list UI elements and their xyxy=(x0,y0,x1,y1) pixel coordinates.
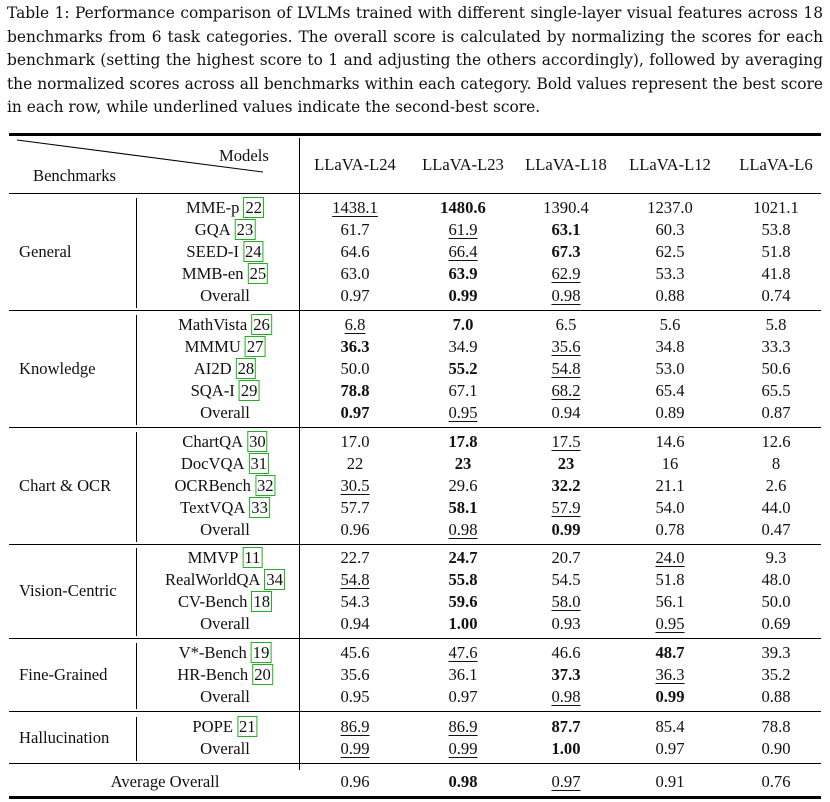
average-cell: 0.97 xyxy=(551,772,581,791)
table-cell: 1438.1 xyxy=(332,198,378,217)
table-cell: 33.3 xyxy=(761,336,791,356)
benchmark-name xyxy=(188,548,263,568)
table-cell: 53.8 xyxy=(761,219,791,239)
table-cell: 0.88 xyxy=(761,686,791,706)
benchmark-name xyxy=(192,717,257,737)
table-cell: 37.3 xyxy=(551,664,581,684)
benchmark-name xyxy=(180,498,270,518)
table-cell: 5.6 xyxy=(659,315,681,334)
benchmarks-header-label: Benchmarks xyxy=(33,166,116,185)
citation-link[interactable]: 11 xyxy=(244,548,261,567)
benchmark-label: MMMU xyxy=(184,336,241,356)
table-cell: 45.6 xyxy=(340,643,370,662)
table-cell: 6.5 xyxy=(555,315,577,334)
table-cell: 50.6 xyxy=(761,358,791,378)
table-cell: 78.8 xyxy=(761,717,791,736)
citation-link[interactable]: 25 xyxy=(249,263,267,283)
benchmark-name xyxy=(179,643,272,663)
benchmark-name xyxy=(182,432,267,452)
table-cell: 0.69 xyxy=(761,613,791,633)
benchmark-label: MME-p xyxy=(185,198,240,217)
table-cell: 14.6 xyxy=(655,432,685,451)
table-cell: 0.95 xyxy=(655,613,685,633)
header-rule xyxy=(9,193,821,194)
table-cell: 62.5 xyxy=(655,241,685,261)
table-cell: 65.4 xyxy=(655,380,685,400)
table-cell: 0.99 xyxy=(340,738,370,758)
table-cell: 23 xyxy=(557,453,575,473)
table-cell: 23 xyxy=(454,453,472,473)
table-cell: 63.1 xyxy=(551,219,581,239)
table-cell: 86.9 xyxy=(448,717,478,736)
benchmark-label: Overall xyxy=(200,402,250,422)
table-cell: 36.1 xyxy=(448,664,478,684)
table-cell: 55.8 xyxy=(448,569,478,589)
benchmark-label: Overall xyxy=(200,285,250,305)
table-cell: 44.0 xyxy=(761,497,791,517)
benchmark-label: CV-Bench xyxy=(177,591,248,611)
table-cell: 29.6 xyxy=(448,475,478,495)
bottom-rule xyxy=(9,796,821,799)
table-cell: 1021.1 xyxy=(753,198,799,217)
table-cell: 64.6 xyxy=(340,241,370,261)
table-cell: 32.2 xyxy=(551,475,581,495)
table-cell: 0.97 xyxy=(340,402,370,422)
benchmark-label: AI2D xyxy=(193,358,232,378)
table-cell: 36.3 xyxy=(340,336,370,356)
table-cell: 63.0 xyxy=(340,263,370,283)
table-cell: 0.99 xyxy=(551,519,581,539)
benchmark-label: DocVQA xyxy=(180,453,245,473)
table-cell: 62.9 xyxy=(551,263,581,283)
table-cell: 61.7 xyxy=(340,219,370,239)
table-cell: 17.8 xyxy=(448,432,478,451)
table-cell: 48.7 xyxy=(655,643,685,662)
column-header-llava-l23: LLaVA-L23 xyxy=(422,155,504,174)
average-cell: 0.76 xyxy=(761,772,791,791)
average-cell: 0.96 xyxy=(340,772,370,791)
table-cell: 0.97 xyxy=(448,686,478,706)
table-cell: 0.99 xyxy=(448,738,478,758)
benchmark-name xyxy=(174,476,275,496)
column-header-llava-l6: LLaVA-L6 xyxy=(739,155,813,174)
citation-link[interactable]: 19 xyxy=(252,643,270,662)
table-cell: 58.0 xyxy=(551,591,581,611)
table-cell: 34.9 xyxy=(448,336,478,356)
table-cell: 54.8 xyxy=(340,569,370,589)
benchmark-name xyxy=(185,337,266,357)
citation-link[interactable]: 28 xyxy=(237,358,255,378)
table-cell: 0.90 xyxy=(761,738,791,758)
table-cell: 0.98 xyxy=(551,686,581,706)
table-cell: 0.98 xyxy=(448,519,478,539)
citation-link[interactable]: 22 xyxy=(245,198,263,217)
table-cell: 55.2 xyxy=(448,358,478,378)
table-cell: 24.7 xyxy=(448,548,478,567)
benchmark-name xyxy=(195,220,256,240)
group-separator xyxy=(9,310,821,311)
table-cell: 67.3 xyxy=(551,241,581,261)
benchmark-label: MMB-en xyxy=(181,263,244,283)
category-rule xyxy=(136,643,137,709)
benchmark-label: POPE xyxy=(192,717,233,736)
table-cell: 6.8 xyxy=(344,315,366,334)
citation-link[interactable]: 24 xyxy=(244,241,262,261)
table-cell: 63.9 xyxy=(448,263,478,283)
table-cell: 60.3 xyxy=(655,219,685,239)
citation-link[interactable]: 34 xyxy=(266,569,284,589)
column-header-llava-l12: LLaVA-L12 xyxy=(629,155,711,174)
category-label: General xyxy=(19,241,72,261)
table-caption: Table 1: Performance comparison of LVLMs trained with different single-layer visual features across 18 benchmarks from 6 task categories. The overall score is calculated by normalizing the scores for each benchmark (setting the highest score to 1 and adjusting the others accordingly), followed by averaging the normalized scores across all benchmarks within each category. Bold values represent the best score in each row, while underlined values indicate the second-best score. xyxy=(7,4,823,117)
table-cell: 0.96 xyxy=(340,519,370,539)
table-cell: 0.89 xyxy=(655,402,685,422)
results-table xyxy=(9,133,821,801)
benchmark-name xyxy=(177,665,273,685)
category-rule xyxy=(136,198,137,308)
table-cell: 0.93 xyxy=(551,613,581,633)
table-cell: 50.0 xyxy=(761,591,791,611)
table-cell: 17.5 xyxy=(551,432,581,451)
table-cell: 57.7 xyxy=(340,497,370,517)
table-cell: 5.8 xyxy=(765,315,787,334)
table-cell: 35.6 xyxy=(340,664,370,684)
benchmark-name xyxy=(186,198,264,218)
table-cell: 66.4 xyxy=(448,241,478,261)
table-cell: 59.6 xyxy=(448,591,478,611)
table-cell: 51.8 xyxy=(761,241,791,261)
table-cell: 61.9 xyxy=(448,219,478,239)
benchmark-label: Overall xyxy=(200,686,250,706)
models-column-rule xyxy=(299,138,300,770)
category-label: Vision-Centric xyxy=(19,580,117,600)
benchmark-label: MMVP xyxy=(187,548,239,567)
table-cell: 46.6 xyxy=(551,643,581,662)
table-cell: 7.0 xyxy=(452,315,474,334)
category-label: Knowledge xyxy=(19,358,96,378)
table-cell: 54.0 xyxy=(655,497,685,517)
table-cell: 57.9 xyxy=(551,497,581,517)
table-cell: 1390.4 xyxy=(543,198,589,217)
table-cell: 30.5 xyxy=(340,475,370,495)
benchmark-name xyxy=(194,359,256,379)
table-cell: 51.8 xyxy=(655,569,685,589)
table-cell: 48.0 xyxy=(761,569,791,589)
table-cell: 0.47 xyxy=(761,519,791,539)
category-label: Hallucination xyxy=(19,727,110,747)
citation-link[interactable]: 18 xyxy=(253,591,271,611)
models-header-label: Models xyxy=(219,146,269,165)
column-header-llava-l24: LLaVA-L24 xyxy=(314,155,396,174)
table-cell: 16 xyxy=(661,453,679,473)
benchmark-label: TextVQA xyxy=(180,497,246,517)
group-separator xyxy=(9,711,821,712)
table-cell: 68.2 xyxy=(551,380,581,400)
table-cell: 0.99 xyxy=(448,285,478,305)
table-cell: 39.3 xyxy=(761,643,791,662)
table-cell: 1.00 xyxy=(448,613,478,633)
table-cell: 0.74 xyxy=(761,285,791,305)
benchmark-name xyxy=(182,264,268,284)
table-cell: 41.8 xyxy=(761,263,791,283)
column-header-llava-l18: LLaVA-L18 xyxy=(525,155,607,174)
overall-label xyxy=(200,687,250,707)
benchmark-label: SEED-I xyxy=(186,241,239,261)
group-separator xyxy=(9,763,821,764)
table-cell: 12.6 xyxy=(761,432,791,451)
table-cell: 86.9 xyxy=(340,717,370,736)
citation-link[interactable]: 27 xyxy=(246,336,264,356)
category-rule xyxy=(136,432,137,542)
benchmark-label: OCRBench xyxy=(174,475,251,495)
overall-label xyxy=(200,403,250,423)
benchmark-name xyxy=(191,381,260,401)
table-cell: 0.97 xyxy=(340,285,370,305)
benchmark-name xyxy=(165,570,285,590)
table-cell: 87.7 xyxy=(551,717,581,736)
table-cell: 0.88 xyxy=(655,285,685,305)
citation-link[interactable]: 31 xyxy=(250,453,268,473)
citation-link[interactable]: 30 xyxy=(249,432,266,451)
table-cell: 53.0 xyxy=(655,358,685,378)
citation-link[interactable]: 26 xyxy=(253,315,270,334)
table-cell: 22.7 xyxy=(340,548,370,567)
table-cell: 0.94 xyxy=(340,613,370,633)
benchmark-label: ChartQA xyxy=(182,432,244,451)
table-cell: 34.8 xyxy=(655,336,685,356)
table-cell: 1237.0 xyxy=(647,198,693,217)
table-cell: 8 xyxy=(771,453,781,473)
citation-link[interactable]: 32 xyxy=(256,475,274,495)
category-rule xyxy=(136,315,137,425)
table-cell: 21.1 xyxy=(655,475,685,495)
table-cell: 67.1 xyxy=(448,380,478,400)
benchmark-label: Overall xyxy=(200,519,250,539)
overall-label xyxy=(200,739,250,759)
benchmark-name xyxy=(181,454,269,474)
table-cell: 0.95 xyxy=(340,686,370,706)
citation-link[interactable]: 21 xyxy=(238,717,256,736)
table-cell: 50.0 xyxy=(340,358,370,378)
benchmark-label: SQA-I xyxy=(190,380,235,400)
benchmark-name xyxy=(178,315,272,335)
benchmark-label: GQA xyxy=(194,219,231,239)
table-cell: 0.99 xyxy=(655,686,685,706)
table-cell: 35.6 xyxy=(551,336,581,356)
table-cell: 85.4 xyxy=(655,717,685,736)
table-cell: 65.5 xyxy=(761,380,791,400)
table-cell: 1.00 xyxy=(551,738,581,758)
table-cell: 0.78 xyxy=(655,519,685,539)
table-cell: 22 xyxy=(346,453,364,473)
benchmark-name xyxy=(178,592,272,612)
table-cell: 56.1 xyxy=(655,591,685,611)
group-separator xyxy=(9,544,821,545)
overall-label xyxy=(200,614,250,634)
table-cell: 54.3 xyxy=(340,591,370,611)
benchmark-label: Overall xyxy=(200,613,250,633)
benchmark-label: RealWorldQA xyxy=(164,569,261,589)
table-cell: 54.8 xyxy=(551,358,581,378)
table-cell: 9.3 xyxy=(765,548,787,567)
benchmark-label: Overall xyxy=(200,738,250,758)
citation-link[interactable]: 23 xyxy=(236,219,254,239)
citation-link[interactable]: 29 xyxy=(240,380,258,400)
average-cell: 0.98 xyxy=(448,772,478,791)
top-rule xyxy=(9,133,821,136)
table-cell: 54.5 xyxy=(551,569,581,589)
table-cell: 36.3 xyxy=(655,664,685,684)
table-cell: 0.94 xyxy=(551,402,581,422)
table-cell: 20.7 xyxy=(551,548,581,567)
table-cell: 78.8 xyxy=(340,380,370,400)
table-cell: 58.1 xyxy=(448,497,478,517)
table-cell: 0.97 xyxy=(655,738,685,758)
average-overall-label: Average Overall xyxy=(110,772,220,791)
overall-label xyxy=(200,520,250,540)
category-rule xyxy=(136,548,137,636)
table-cell: 0.95 xyxy=(448,402,478,422)
table-cell: 53.3 xyxy=(655,263,685,283)
group-separator xyxy=(9,427,821,428)
category-label: Chart & OCR xyxy=(19,475,112,495)
table-cell: 0.98 xyxy=(551,285,581,305)
benchmark-name xyxy=(186,242,263,262)
group-separator xyxy=(9,638,821,639)
overall-label xyxy=(200,286,250,306)
table-cell: 47.6 xyxy=(448,643,478,662)
average-cell: 0.91 xyxy=(655,772,685,791)
benchmark-label: HR-Bench xyxy=(177,664,249,684)
table-cell: 0.87 xyxy=(761,402,791,422)
table-cell: 1480.6 xyxy=(440,198,486,217)
citation-link[interactable]: 33 xyxy=(251,497,268,517)
benchmark-label: MathVista xyxy=(178,315,248,334)
category-rule xyxy=(136,717,137,761)
benchmark-label: V*-Bench xyxy=(178,643,247,662)
category-label: Fine-Grained xyxy=(19,664,108,684)
table-cell: 17.0 xyxy=(340,432,370,451)
table-cell: 2.6 xyxy=(765,475,787,495)
table-cell: 24.0 xyxy=(655,548,685,567)
table-cell: 35.2 xyxy=(761,664,791,684)
citation-link[interactable]: 20 xyxy=(254,664,271,684)
